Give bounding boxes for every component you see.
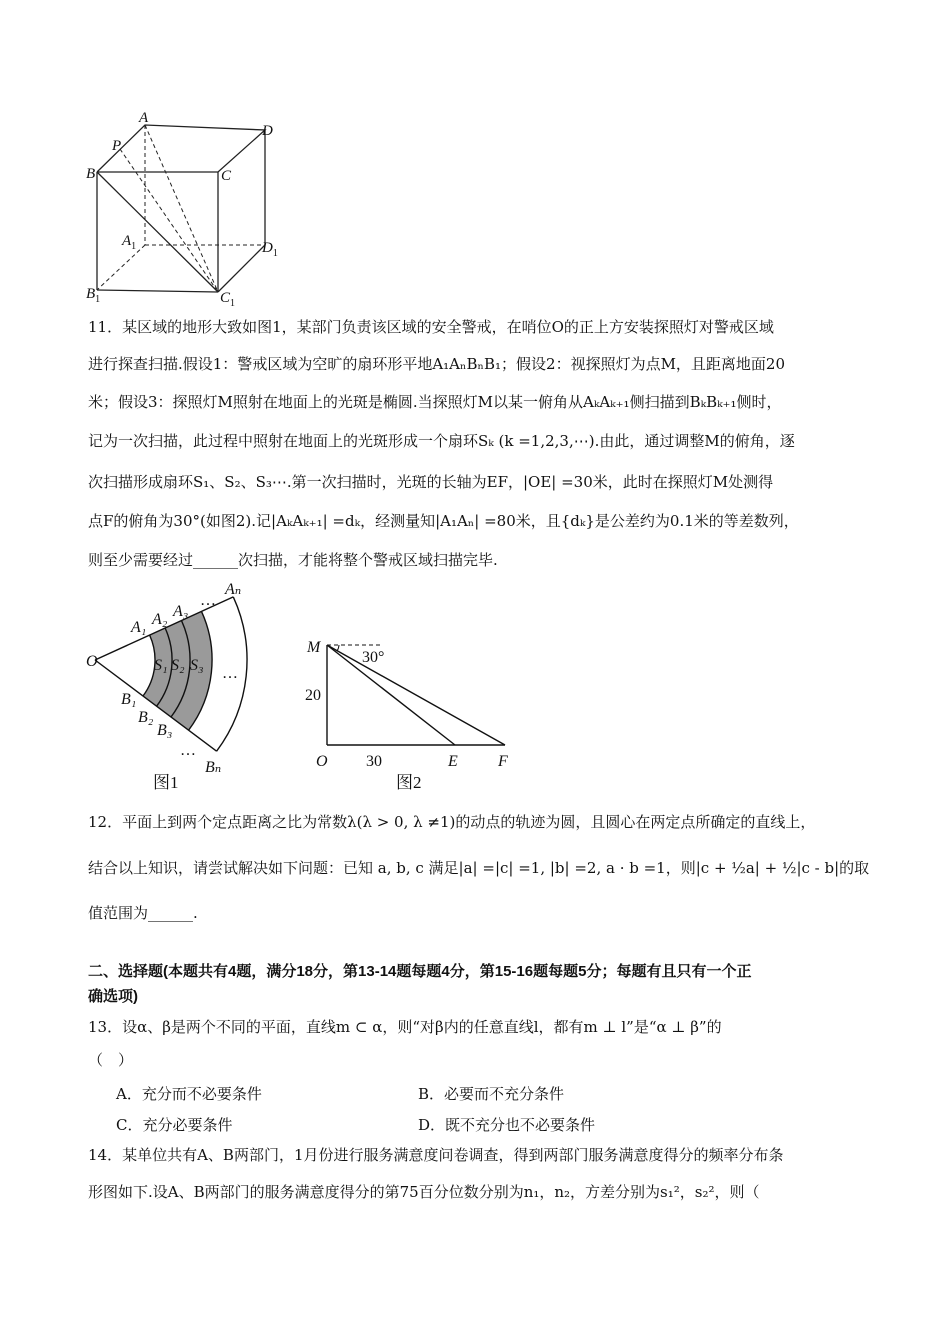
cube-figure [80,105,290,310]
q13-answer-paren: （ ） [88,1051,134,1069]
q11-line: 次扫描形成扇环S₁、S₂、S₃⋯.第一次扫描时，光斑的长轴为EF，|OE| =30米，此时在探照灯M处测得 [88,473,774,491]
section-heading-cont: 确选项) [88,988,138,1005]
label-P: P [112,138,122,154]
option-d[interactable]: D．既不充分也不必要条件 [418,1116,596,1134]
label-E: E [448,753,458,770]
q11-line: 11．某区域的地形大致如图1，某部门负责该区域的安全警戒，在哨位O的正上方安装探照灯对警戒区域 [88,318,774,336]
angle-label: 30° [362,649,385,666]
label-C1: $C_1$ [220,290,236,309]
label-A: A [139,110,149,126]
label-A1: $A_1$ [122,233,137,252]
label-B2: B₂ [138,709,154,726]
option-a[interactable]: A．充分而不必要条件 [116,1085,262,1103]
q11-line: 则至少需要经过______次扫描，才能将整个警戒区域扫描完毕. [88,551,498,569]
label-B1: $B_1$ [86,286,101,305]
q14-line: 形图如下.设A、B两部门的服务满意度得分的第75百分位数分别为n₁，n₂，方差分别为s₁²，s₂²，则（ [88,1183,760,1201]
q11-line: 记为一次扫描，此过程中照射在地面上的光斑形成一个扇环Sₖ (k =1,2,3,⋯).由此，通过调整M的俯角，逐 [88,432,795,450]
label-A2: A₂ [152,611,168,628]
q12-line: 结合以上知识，请尝试解决如下问题：已知 a, b, c 满足|a| =|c| =1, |b| =2, a · b =1，则|c + ½a| + ½|c - b|的取 [88,859,870,877]
figure-2-caption: 图2 [396,773,422,790]
figure-1-caption: 图1 [153,773,179,790]
label-O: O [316,753,328,770]
q11-line: 米；假设3：探照灯M照射在地面上的光斑是椭圆.当探照灯M以某一俯角从AₖAₖ₊₁侧扫描到BₖBₖ₊₁侧时， [88,393,782,411]
option-b[interactable]: B．必要而不充分条件 [418,1085,565,1103]
height-label: 20 [305,687,321,704]
q14-line: 14．某单位共有A、B两部门，1月份进行服务满意度问卷调查，得到两部门服务满意度得分的频率分布条 [88,1146,784,1164]
label-A3: A₃ [173,603,189,620]
label-F: F [498,753,508,770]
label-S1: S₁ [154,657,168,674]
dots: … [200,592,216,609]
base-label: 30 [366,753,382,770]
label-S2: S₂ [171,657,185,674]
label-A1: A₁ [131,619,147,636]
figure-2-triangle [300,625,530,790]
q11-line: 点F的俯角为30°(如图2).记|AₖAₖ₊₁| =dₖ，经测量知|A₁Aₙ| =80米，且{dₖ}是公差约为0.1米的等差数列， [88,512,799,530]
label-Bn: Bₙ [205,759,222,776]
option-c[interactable]: C．充分必要条件 [116,1116,233,1134]
dots: … [180,742,196,759]
label-D1: $D_1$ [262,240,278,259]
label-M: M [307,639,321,656]
section-heading: 二、选择题(本题共有4题，满分18分，第13-14题每题4分，第15-16题每题5分；每题有且只有一个正 [88,963,752,980]
label-An: Aₙ [225,581,242,598]
label-B3: B₃ [157,722,173,739]
q12-line: 12．平面上到两个定点距离之比为常数λ(λ > 0, λ ≠1)的动点的轨迹为圆，且圆心在两定点所确定的直线上， [88,813,816,831]
q12-line: 值范围为______. [88,904,198,922]
label-D: D [262,123,273,139]
q13-stem: 13．设α、β是两个不同的平面，直线m ⊂ α，则“对β内的任意直线l，都有m ⊥ l”是“α ⊥ β”的 [88,1018,722,1036]
label-S3: S₃ [190,657,204,674]
label-C: C [221,168,232,184]
dots: … [222,665,238,682]
label-B: B [86,166,96,182]
label-O: O [86,653,98,670]
figure-1-sector [80,575,270,790]
q11-line: 进行探查扫描.假设1：警戒区域为空旷的扇环形平地A₁AₙBₙB₁；假设2：视探照灯为点M，且距离地面20 [88,355,786,373]
label-B1: B₁ [121,691,137,708]
